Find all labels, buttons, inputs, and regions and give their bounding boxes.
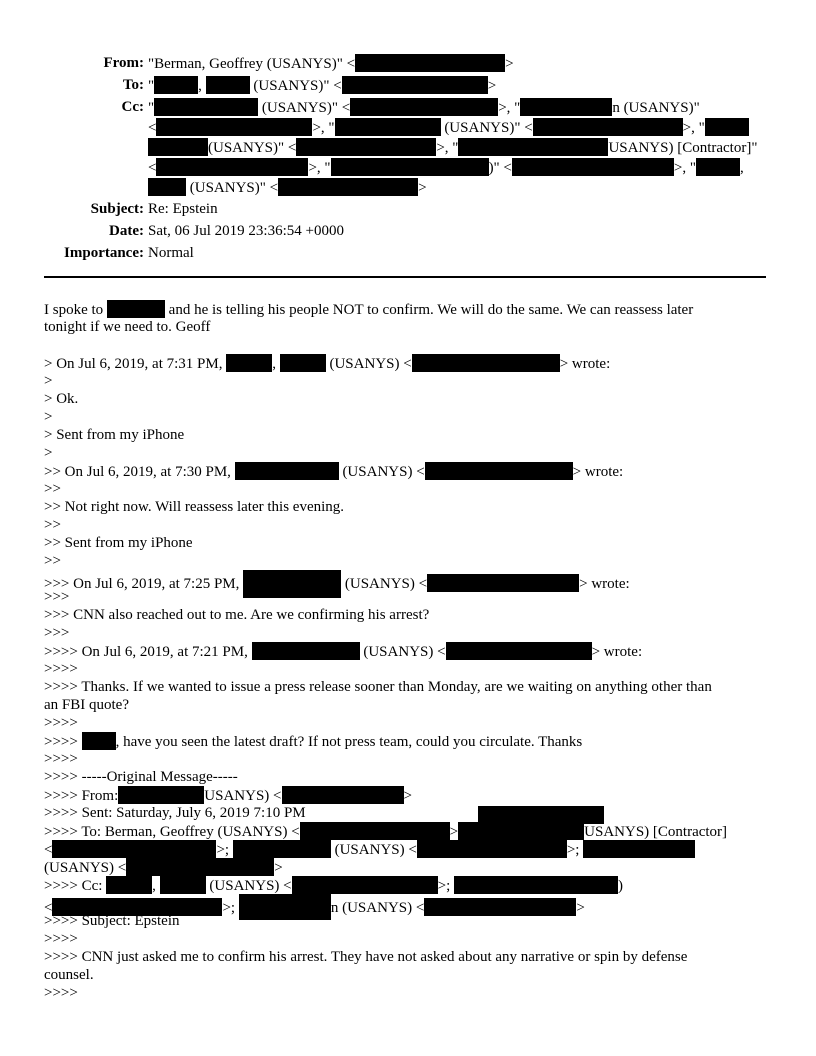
quote-header-2: >> On Jul 6, 2019, at 7:30 PM, (USANYS) < > wrote: (44, 464, 624, 480)
quote-line: >> (44, 553, 61, 569)
redaction (417, 840, 567, 858)
redaction (154, 76, 198, 94)
redaction (520, 98, 612, 116)
cc-line-3: (USANYS)" < >, " USANYS) [Contractor]" (148, 138, 757, 157)
quote-line: >>>> , have you seen the latest draft? If not press team, could you circulate. Thanks (44, 734, 583, 750)
redaction (696, 158, 740, 176)
quote-line: > (44, 409, 53, 425)
from-value: "Berman, Geoffrey (USANYS)" < > (148, 56, 514, 72)
quote-line: >>>> Thanks. If we wanted to issue a press release sooner than Monday, are we waiting on anything other than (44, 679, 712, 695)
cc-line-1: " (USANYS)" < >, " n (USANYS)" (148, 100, 700, 116)
quote-line: > Ok. (44, 391, 79, 407)
redaction (233, 840, 331, 858)
redaction (52, 840, 216, 858)
redaction (427, 574, 579, 592)
redaction (280, 354, 326, 372)
subject-label: Subject: (90, 201, 144, 217)
redaction (148, 138, 208, 156)
quote-line: > Sent from my iPhone (44, 427, 185, 443)
quote-line: >>>> (44, 661, 78, 677)
quote-header-4: >>>> On Jul 6, 2019, at 7:21 PM, (USANYS) < > wrote: (44, 644, 643, 660)
quote-line: > (44, 373, 53, 389)
quote-line: an FBI quote? (44, 697, 129, 713)
orig-to: >>>> To: Berman, Geoffrey (USANYS) < > USANYS) [Contractor] (44, 824, 728, 840)
redaction (107, 300, 165, 318)
redaction (82, 732, 116, 750)
quote-header-3: >>> On Jul 6, 2019, at 7:25 PM, (USANYS) < > wrote: (44, 570, 630, 598)
cc-label: Cc: (121, 99, 144, 115)
intro-line-2: tonight if we need to. Geoff (44, 319, 211, 335)
redaction (446, 642, 592, 660)
orig-cc-line-2: < >; n (USANYS) < > (44, 894, 585, 920)
redaction (292, 876, 438, 894)
date-label: Date: (109, 223, 144, 239)
redaction (533, 118, 683, 136)
redaction (160, 876, 206, 894)
cc-line-4: < >, " )" < >, " , (148, 160, 744, 176)
redaction (206, 76, 250, 94)
quote-line: >>> (44, 625, 70, 641)
redaction (156, 118, 312, 136)
redaction (148, 178, 186, 196)
redaction (282, 786, 404, 804)
redaction (296, 138, 436, 156)
redaction (342, 76, 488, 94)
quote-line: >>>> (44, 931, 78, 947)
redaction (118, 786, 204, 804)
orig-body-2: counsel. (44, 967, 94, 983)
importance-label: Importance: (64, 245, 144, 261)
redaction (458, 822, 584, 840)
redaction (106, 876, 152, 894)
quote-line: >> (44, 481, 61, 497)
quote-line: >>>> (44, 715, 78, 731)
quote-line: >> (44, 517, 61, 533)
header-divider (44, 276, 766, 278)
redaction (335, 118, 441, 136)
intro-line-1: I spoke to and he is telling his people NOT to confirm. We will do the same. We can reassess later (44, 302, 694, 318)
original-message-separator: >>>> -----Original Message----- (44, 769, 238, 785)
orig-subject: >>>> Subject: Epstein (44, 913, 180, 929)
redaction (705, 118, 749, 136)
from-label: From: (103, 55, 144, 71)
orig-body-1: >>>> CNN just asked me to confirm his arrest. They have not asked about any narrative or spin by defense (44, 949, 688, 965)
redaction (154, 98, 258, 116)
orig-cc: >>>> Cc: , (USANYS) < >; ) (44, 878, 624, 894)
redaction (331, 158, 489, 176)
quote-line: >> Not right now. Will reassess later this evening. (44, 499, 345, 515)
importance-value: Normal (148, 245, 194, 261)
quote-line: >>>> (44, 751, 78, 767)
quote-line: >>>> (44, 985, 78, 1001)
subject-value: Re: Epstein (148, 201, 218, 217)
quote-line: > (44, 445, 53, 461)
redaction (355, 54, 505, 72)
cc-line-2: < >, " (USANYS)" < >, " (148, 118, 749, 137)
redaction (425, 462, 573, 480)
orig-to-line-2: < >; (USANYS) < >; (44, 840, 695, 859)
redaction (252, 642, 360, 660)
orig-from: >>>> From: USANYS) < > (44, 788, 412, 804)
cc-line-5: (USANYS)" < > (148, 178, 427, 197)
to-label: To: (122, 77, 144, 93)
redaction (235, 462, 339, 480)
redaction (424, 898, 576, 916)
redaction (156, 158, 308, 176)
redaction (583, 840, 695, 858)
redaction (300, 822, 450, 840)
date-value: Sat, 06 Jul 2019 23:36:54 +0000 (148, 223, 344, 239)
redaction (239, 894, 331, 920)
redaction (126, 858, 274, 876)
redaction (512, 158, 674, 176)
redaction (226, 354, 272, 372)
orig-to-line-3: (USANYS) < > (44, 860, 283, 876)
redaction (243, 570, 341, 598)
redaction (458, 138, 608, 156)
redaction (278, 178, 418, 196)
quote-line: >>> (44, 589, 70, 605)
redaction (350, 98, 498, 116)
quote-header-1: > On Jul 6, 2019, at 7:31 PM, , (USANYS) < > wrote: (44, 356, 611, 372)
to-value: " , (USANYS)" < > (148, 78, 497, 94)
redaction (454, 876, 618, 894)
redaction (412, 354, 560, 372)
quote-line: >> Sent from my iPhone (44, 535, 193, 551)
quote-line: >>> CNN also reached out to me. Are we confirming his arrest? (44, 607, 430, 623)
orig-sent: >>>> Sent: Saturday, July 6, 2019 7:10 PM (44, 805, 306, 821)
